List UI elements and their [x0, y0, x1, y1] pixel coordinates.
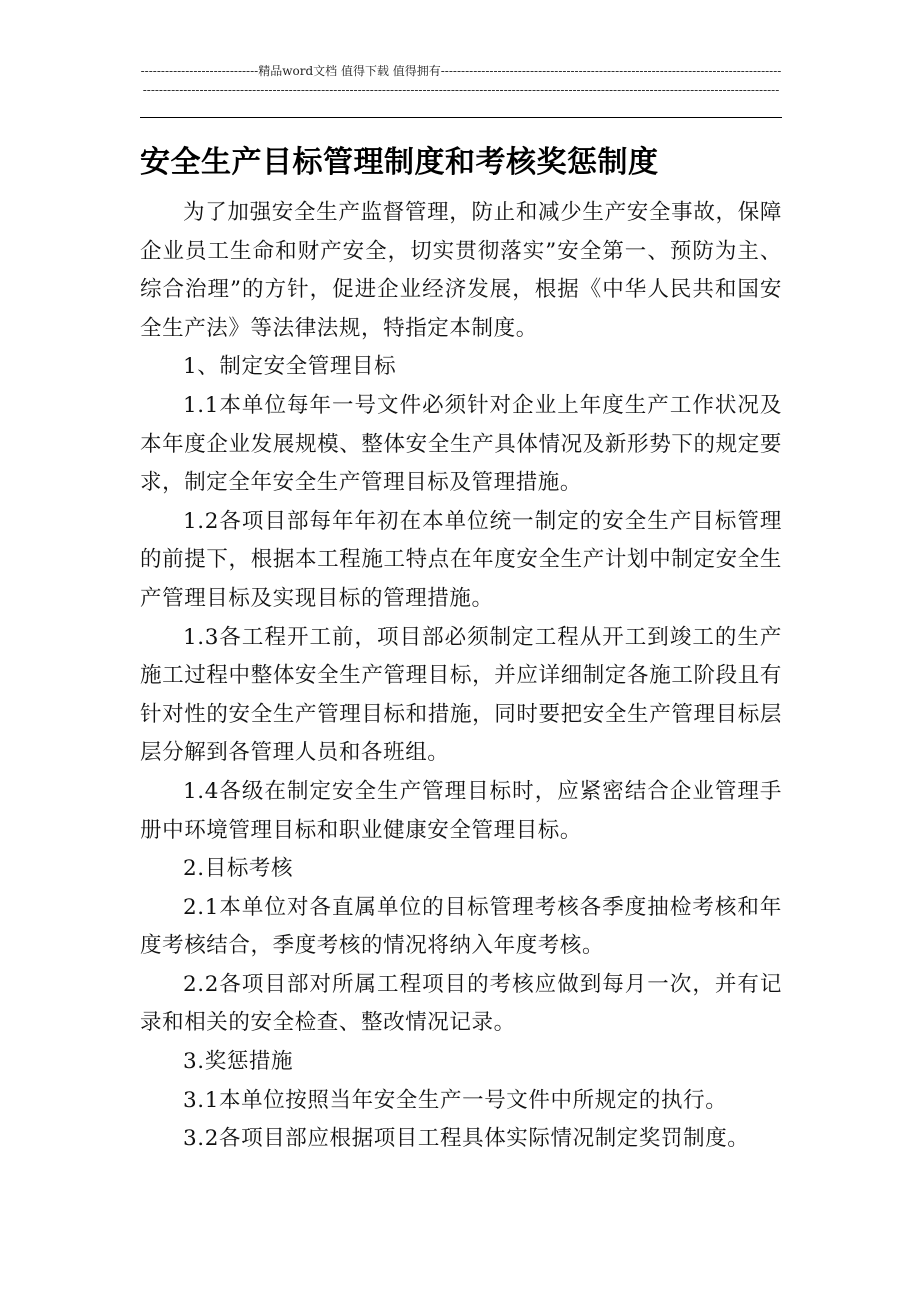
paragraph: 1.4各级在制定安全生产管理目标时，应紧密结合企业管理手册中环境管理目标和职业健康安全管理目标。 — [140, 778, 782, 843]
section-heading: 1、制定安全管理目标 — [183, 354, 397, 380]
header-rule — [140, 117, 782, 118]
section-heading: 3.奖惩措施 — [183, 1049, 294, 1075]
section-heading: 2.目标考核 — [183, 856, 294, 882]
page-header: -----------------------------精品word文档 值得下载 值得拥有------------------------------------------------------------------------------------------------------------------------------------------------------------------------------------------------------------------------------------------------- — [140, 64, 782, 97]
document-body — [140, 194, 782, 1159]
paragraph: 1.3各工程开工前，项目部必须制定工程从开工到竣工的生产施工过程中整体安全生产管理目标，并应详细制定各施工阶段且有针对性的安全生产管理目标和措施，同时要把安全生产管理目标层层分解到各管理人员和各班组。 — [140, 624, 782, 766]
document-title: 安全生产目标管理制度和考核奖惩制度 — [140, 145, 659, 180]
intro-paragraph: 为了加强安全生产监督管理，防止和减少生产安全事故，保障企业员工生命和财产安全，切实贯彻落实”安全第一、预防为主、综合治理”的方针，促进企业经济发展，根据《中华人民共和国安全生产法》等法律法规，特指定本制度。 — [140, 200, 782, 341]
paragraph: 3.2各项目部应根据项目工程具体实际情况制定奖罚制度。 — [183, 1126, 750, 1152]
paragraph: 2.2各项目部对所属工程项目的考核应做到每月一次，并有记录和相关的安全检查、整改情况记录。 — [140, 971, 782, 1036]
paragraph: 2.1本单位对各直属单位的目标管理考核各季度抽检考核和年度考核结合，季度考核的情况将纳入年度考核。 — [140, 894, 782, 959]
paragraph: 3.1本单位按照当年安全生产一号文件中所规定的执行。 — [183, 1087, 728, 1113]
paragraph: 1.1本单位每年一号文件必须针对企业上年度生产工作状况及本年度企业发展规模、整体安全生产具体情况及新形势下的规定要求，制定全年安全生产管理目标及管理措施。 — [140, 392, 782, 496]
paragraph: 1.2各项目部每年年初在本单位统一制定的安全生产目标管理的前提下，根据本工程施工特点在年度安全生产计划中制定安全生产管理目标及实现目标的管理措施。 — [140, 508, 782, 611]
